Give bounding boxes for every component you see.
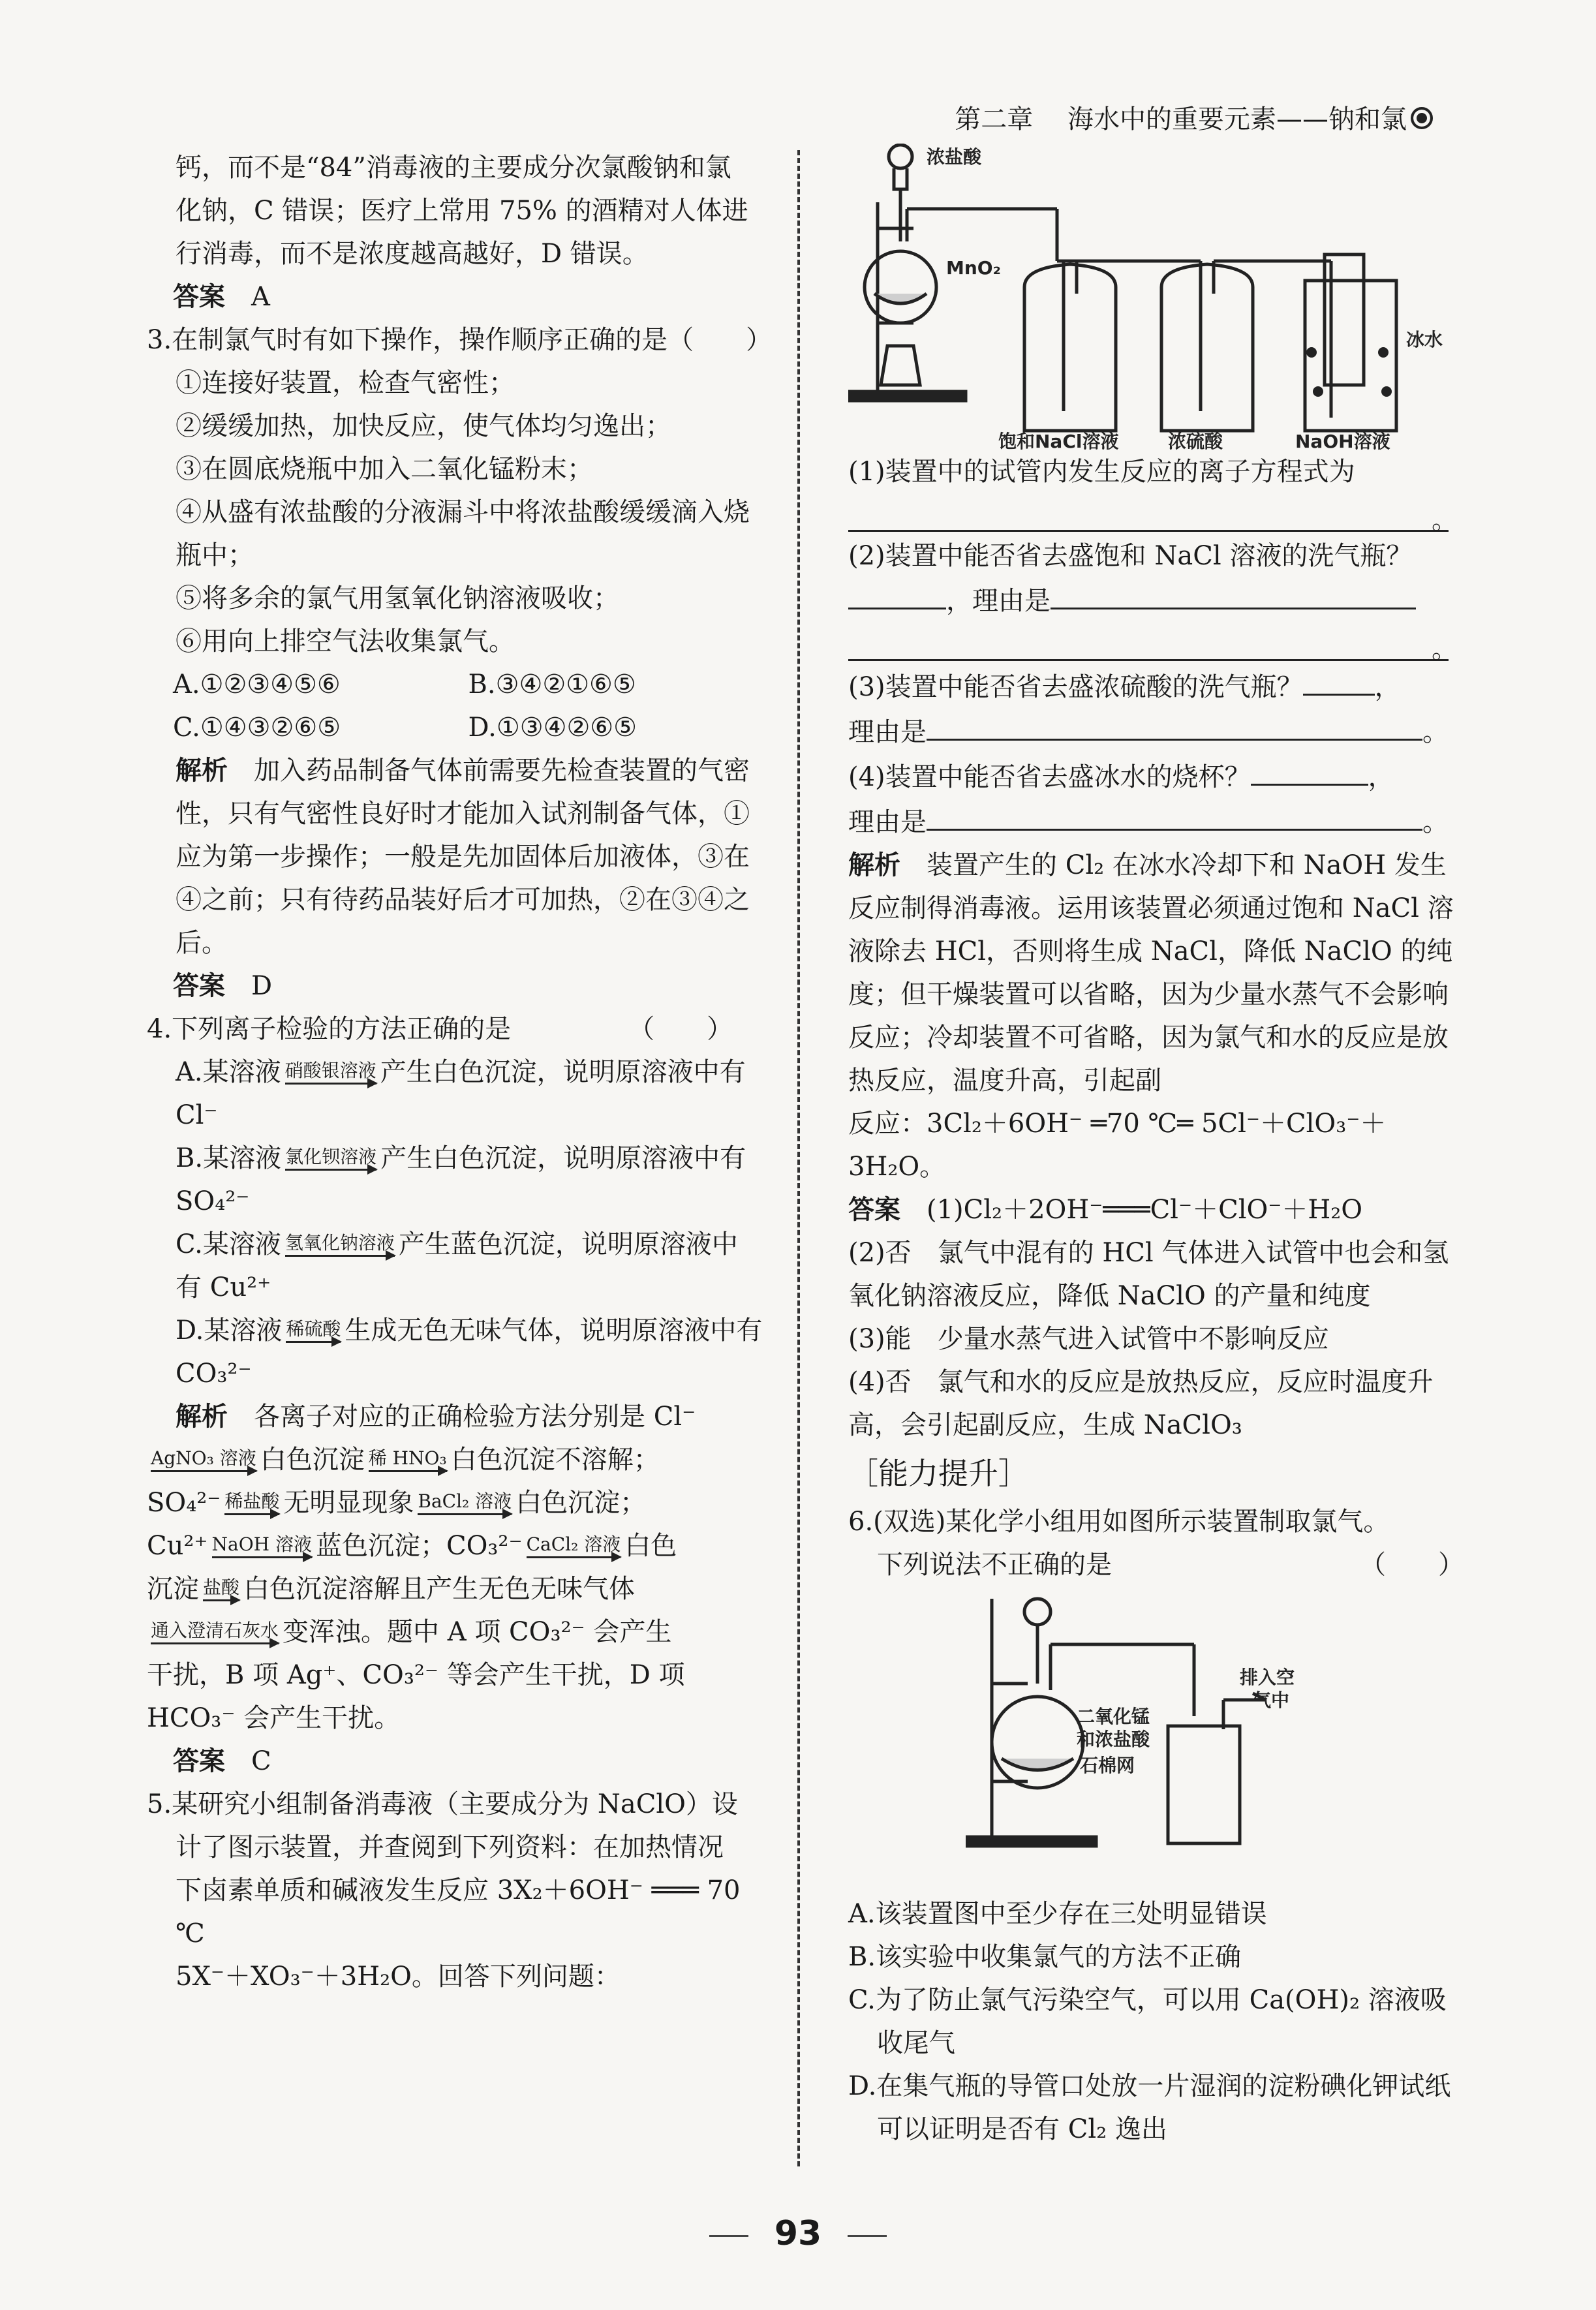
q6-option-a: A.该装置图中至少存在三处明显错误: [848, 1899, 1267, 1929]
q5-answer-3: (3)能 少量水蒸气进入试管中不影响反应: [848, 1324, 1329, 1354]
answer-blank[interactable]: [848, 578, 946, 609]
option-d: D.①③④②⑥⑤: [468, 713, 637, 743]
q3-step: ③在圆底烧瓶中加入二氧化锰粉末；: [176, 454, 593, 484]
q5-stem: 计了图示装置，并查阅到下列资料：在加热情况: [176, 1832, 724, 1862]
running-header: [955, 98, 1433, 141]
answer-blank[interactable]: [1051, 578, 1416, 609]
q3-stem: 3.在制氯气时有如下操作，操作顺序正确的是（ ）: [147, 325, 773, 355]
chlorine-apparatus-figure: [848, 144, 1455, 450]
reagent-arrow: 稀硫酸: [282, 1320, 345, 1343]
label-mno2: MnO₂: [946, 257, 1001, 279]
q6-option-d: D.在集气瓶的导管口处放一片湿润的淀粉碘化钾试纸可以证明是否有 Cl₂ 逸出: [848, 2071, 1451, 2144]
q5-stem: 5.某研究小组制备消毒液（主要成分为 NaClO）设: [147, 1789, 738, 1819]
section-heading: ［能力提升］: [848, 1456, 1028, 1491]
q4-analysis-line: HCO₃⁻ 会产生干扰。: [147, 1703, 401, 1733]
page-number: 93: [0, 2212, 1596, 2255]
q5-answer-1: 答案 (1)Cl₂＋2OH⁻═══Cl⁻＋ClO⁻＋H₂O: [848, 1195, 1363, 1225]
answer-blank[interactable]: [1251, 754, 1368, 786]
column-divider: [797, 150, 800, 2166]
label-conc-hcl: 浓盐酸: [927, 146, 982, 168]
answer-q2: 答案 A: [173, 282, 270, 312]
q5-part2: (2)装置中能否省去盛饱和 NaCl 溶液的洗气瓶？: [848, 541, 1413, 571]
q5-answer-2: (2)否 氯气中混有的 HCl 气体进入试管中也会和氢氧化钠溶液反应，降低 NaClO 的产量和纯度: [848, 1238, 1449, 1311]
label-mno2-hcl-2: 和浓盐酸: [1077, 1729, 1150, 1750]
q4-analysis-line: Cu²⁺ NaOH 溶液 蓝色沉淀；CO₃²⁻ CaCl₂ 溶液 白色: [147, 1531, 677, 1561]
answer-blank[interactable]: [927, 799, 1422, 831]
q5-part4b: 理由是 。: [848, 799, 1455, 844]
left-column: [147, 146, 773, 1998]
q4-analysis-line: AgNO₃ 溶液 白色沉淀 稀 HNO₃ 白色沉淀不溶解；: [151, 1445, 660, 1475]
option-b: B.③④②①⑥⑤: [468, 670, 636, 700]
chapter-label: 第二章: [955, 104, 1034, 134]
q6-stem: 下列说法不正确的是 （ ）: [877, 1550, 1464, 1580]
q3-step: ①连接好装置，检查气密性；: [176, 368, 515, 398]
label-ice: 冰水: [1406, 329, 1443, 350]
q5-part1: (1)装置中的试管内发生反应的离子方程式为: [848, 457, 1355, 487]
option-a: A.①②③④⑤⑥: [173, 670, 341, 700]
q4-option-b: B.某溶液 氯化钡溶液 产生白色沉淀，说明原溶液中有 SO₄²⁻: [176, 1143, 746, 1216]
right-column: [848, 450, 1464, 1586]
chapter-title: 海水中的重要元素——钠和氯: [1067, 104, 1407, 134]
answer-q4: 答案 C: [173, 1746, 271, 1776]
q5-answer-4: (4)否 氯气和水的反应是放热反应，反应时温度升高，会引起副反应，生成 NaClO₃: [848, 1367, 1434, 1440]
q4-analysis-line: 通入澄清石灰水 变浑浊。题中 A 项 CO₃²⁻ 会产生: [151, 1617, 672, 1647]
q5-stem: 5X⁻＋XO₃⁻＋3H₂O。回答下列问题：: [176, 1962, 621, 1992]
bullet-icon: [1411, 107, 1433, 129]
q5-analysis-end: 反应：3Cl₂＋6OH⁻ ═70 ℃═ 5Cl⁻＋ClO₃⁻＋3H₂O。: [848, 1109, 1387, 1182]
q3-analysis: 解析 加入药品制备气体前需要先检查装置的气密性，只有气密性良好时才能加入试剂制备气体，①应为第一步操作；一般是先加固体后加液体，③在④之前；只有待药品装好后才可加热，②在③④之后。: [176, 756, 750, 958]
q6-option-b: B.该实验中收集氯气的方法不正确: [848, 1942, 1242, 1972]
label-exhaust-2: 气中: [1253, 1689, 1290, 1711]
q4-analysis-line: SO₄²⁻ 稀盐酸 无明显现象 BaCl₂ 溶液 白色沉淀；: [147, 1488, 647, 1518]
q3-step: ⑤将多余的氯气用氢氧化钠溶液吸收；: [176, 583, 619, 613]
answer-q3: 答案 D: [173, 971, 273, 1001]
answer-blank[interactable]: 。: [848, 493, 1449, 532]
q3-options: [147, 663, 763, 749]
q6-options: [848, 1892, 1455, 2151]
q4-stem: 4.下列离子检验的方法正确的是 （ ）: [147, 1014, 733, 1044]
chlorine-collection-figure: [966, 1592, 1331, 1853]
q6-stem: 6.(双选)某化学小组用如图所示装置制取氯气。: [848, 1507, 1390, 1537]
q5-stem: 下卤素单质和碱液发生反应 3X₂＋6OH⁻ ═══ 70 ℃: [176, 1875, 741, 1948]
label-exhaust-1: 排入空: [1240, 1667, 1295, 1688]
cont-line: 化钠，C 错误；医疗上常用 75% 的酒精对人体进: [176, 196, 748, 226]
cont-line: 行消毒，而不是浓度越高越好，D 错误。: [176, 239, 649, 269]
q4-option-a: A.某溶液 硝酸银溶液 产生白色沉淀，说明原溶液中有 Cl⁻: [176, 1057, 746, 1130]
q4-option-d: D.某溶液 稀硫酸 生成无色无味气体，说明原溶液中有 CO₃²⁻: [176, 1316, 763, 1389]
q5-part3b: 理由是 。: [848, 709, 1455, 754]
q3-step: ④从盛有浓盐酸的分液漏斗中将浓盐酸缓缓滴入烧瓶中；: [176, 497, 750, 570]
answer-blank[interactable]: [1303, 664, 1375, 696]
label-asbestos: 石棉网: [1080, 1755, 1135, 1776]
q4-option-c: C.某溶液 氢氧化钠溶液 产生蓝色沉淀，说明原溶液中有 Cu²⁺: [176, 1229, 738, 1302]
q3-step: ②缓缓加热，加快反应，使气体均匀逸出；: [176, 411, 671, 441]
reagent-arrow: 氢氧化钠溶液: [281, 1234, 399, 1257]
cont-line: 钙，而不是“84”消毒液的主要成分次氯酸钠和氯: [176, 153, 731, 183]
q4-analysis-line: 沉淀 盐酸 白色沉淀溶解且产生无色无味气体: [147, 1574, 636, 1604]
label-naoh: NaOH溶液: [1295, 431, 1390, 450]
label-h2so4: 浓硫酸: [1168, 431, 1223, 450]
q6-option-c: C.为了防止氯气污染空气，可以用 Ca(OH)₂ 溶液吸收尾气: [848, 1985, 1447, 2058]
label-nacl: 饱和NaCl溶液: [998, 431, 1119, 450]
q5-part3: (3)装置中能否省去盛浓硫酸的洗气瓶？ ，: [848, 664, 1455, 709]
reagent-arrow: 氯化钡溶液: [281, 1148, 380, 1171]
reagent-arrow: 硝酸银溶液: [281, 1062, 380, 1085]
q5-part4: (4)装置中能否省去盛冰水的烧杯？ ，: [848, 754, 1455, 799]
answer-blank[interactable]: [927, 709, 1422, 741]
q5-analysis: 解析 装置产生的 Cl₂ 在冰水冷却下和 NaOH 发生反应制得消毒液。运用该装置必须通过饱和 NaCl 溶液除去 HCl，否则将生成 NaCl，降低 NaClO 的纯度；但干燥装置可以省略，因为少量水蒸气不会影响反应；冷却装置不可省略，因为氯气和水的反应是放热反应，温度升高，引起副: [848, 850, 1454, 1096]
label-mno2-hcl-1: 二氧化锰: [1077, 1706, 1150, 1727]
q3-step: ⑥用向上排空气法收集氯气。: [176, 626, 515, 656]
option-c: C.①④③②⑥⑤: [173, 713, 341, 743]
q4-analysis: 解析 各离子对应的正确检验方法分别是 Cl⁻: [176, 1402, 696, 1432]
q5-part2b: ，理由是: [848, 578, 1455, 623]
answer-blank[interactable]: 。: [848, 623, 1449, 661]
q4-analysis-line: 干扰，B 项 Ag⁺、CO₃²⁻ 等会产生干扰，D 项: [147, 1660, 685, 1690]
